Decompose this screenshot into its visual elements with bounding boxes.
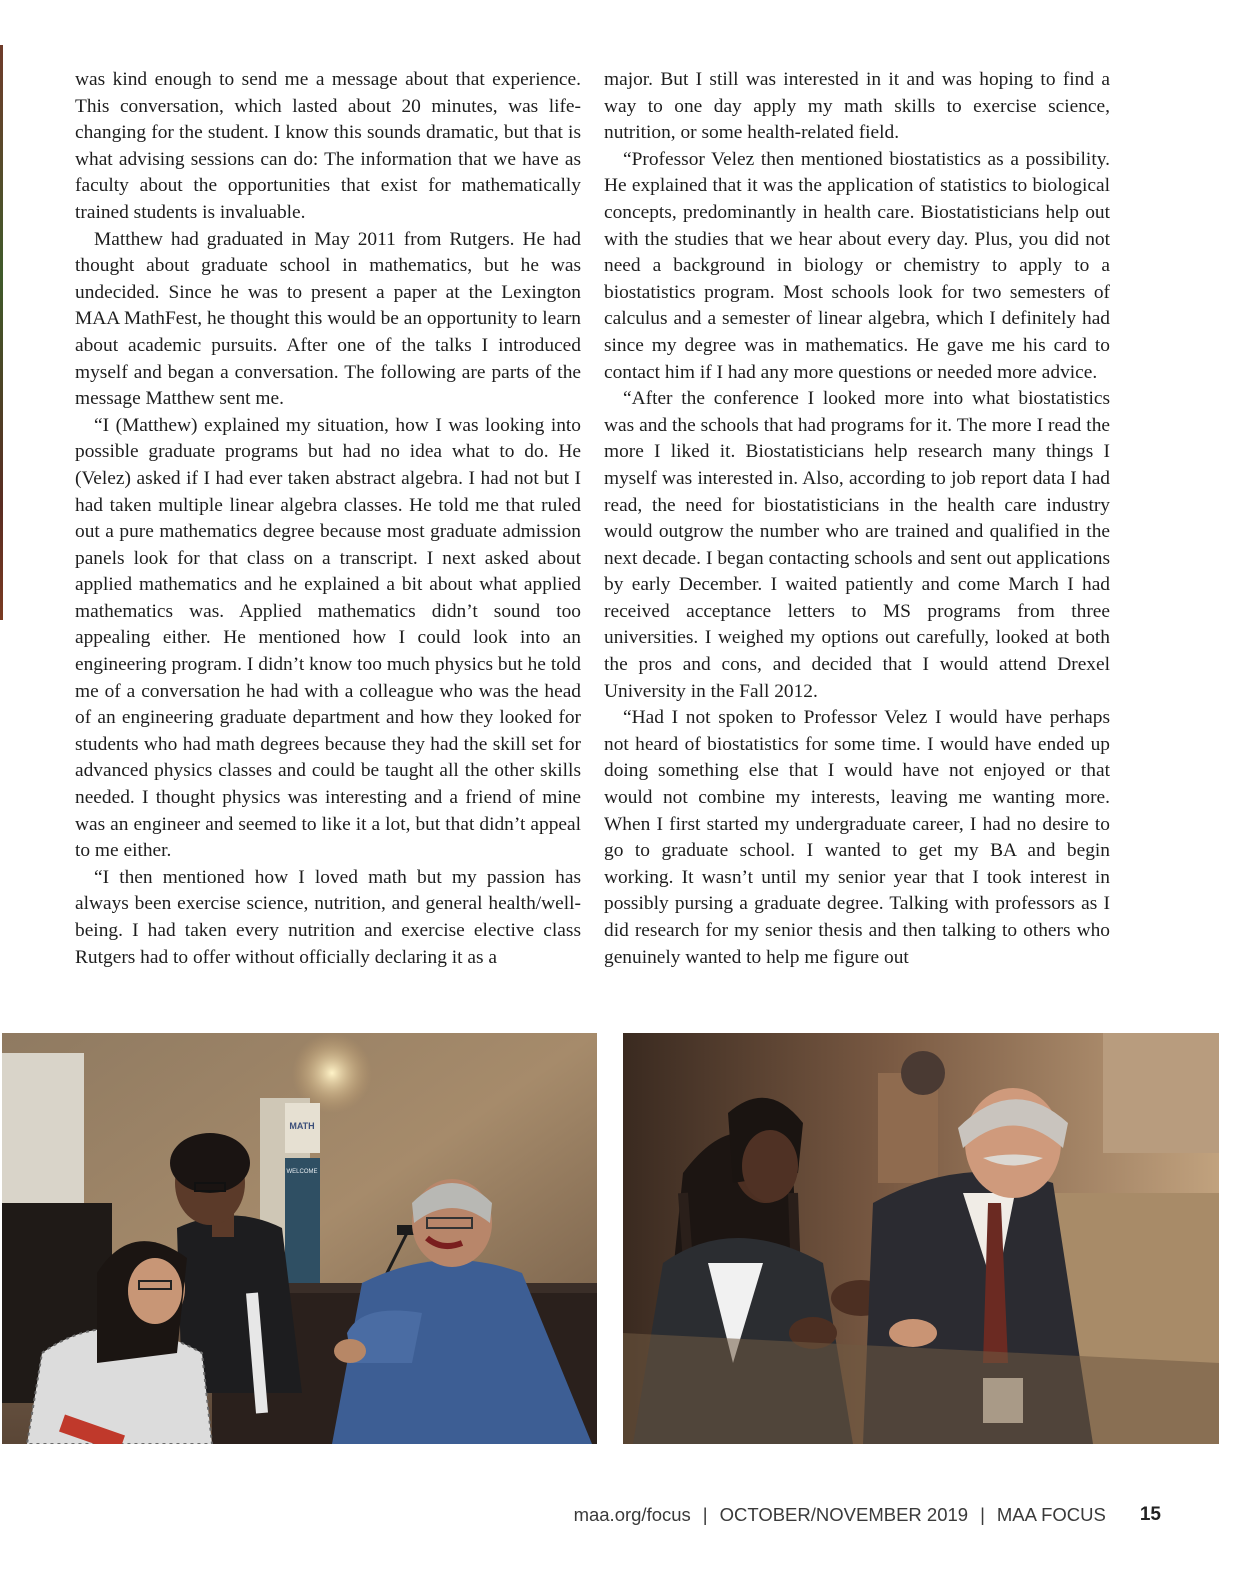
paragraph: “I then mentioned how I loved math but my passion has always been exercise science, nutrition, and general health/well-being. I had taken every nutrition and exercise elective class Rutgers had to offer without officially declaring it as a [75,866,581,968]
page-edge-strip [0,45,3,620]
photo-illustration [2,1033,597,1444]
svg-text:MATH: MATH [289,1121,315,1131]
svg-text:WELCOME: WELCOME [286,1169,318,1175]
paragraph: Matthew had graduated in May 2011 from Rutgers. He had thought about graduate school in mathematics, but he was undecided. Since he was to present a paper at the Lexington MAA MathFest, he thought this would be an opportunity to learn about academic pursuits. After one of the talks I introduced myself and began a conversation. The following are parts of the message Matthew sent me. [75,228,581,410]
paragraph: was kind enough to send me a message about that experience. This conversation, which lasted about 20 minutes, was life-changing for the student. I know this sounds dramatic, but that is what advising sessions can do: The information that we have as faculty about the opportunities that exist for mathematically trained students is invaluable. [75,69,581,223]
conference-photo-left [2,1033,597,1444]
footer-issue: OCTOBER/NOVEMBER 2019 [719,1504,969,1525]
footer-separator: | [702,1504,708,1525]
math-sign [285,1103,320,1153]
photo-illustration [623,1033,1219,1444]
footer-url: maa.org/focus [573,1504,691,1525]
article-column-right [604,67,1110,971]
conference-photo-right [623,1033,1219,1444]
footer-separator: | [980,1504,985,1525]
page-footer [574,1500,1161,1530]
paragraph: “Had I not spoken to Professor Velez I would have perhaps not heard of biostatistics for some time. I would have ended up doing something else that I would have not enjoyed or that would not combine my interests, leaving me wanting more. When I first started my undergraduate career, I had no desire to go to graduate school. I wanted to get my BA and begin working. It wasn’t until my senior year that I took interest in possibly pursing a graduate degree. Talking with professors as I did research for my senior thesis and then talking to others who genuinely wanted to help me figure out [604,707,1110,968]
paragraph: major. But I still was interested in it and was hoping to find a way to one day apply my math skills to exercise science, nutrition, or some health-related field. [604,69,1110,144]
page-number: 15 [1139,1504,1161,1525]
footer-publication: MAA FOCUS [996,1504,1106,1525]
paragraph: “I (Matthew) explained my situation, how I was looking into possible graduate programs but had no idea what to do. He (Velez) asked if I had ever taken abstract algebra. I had not but I had taken multiple linear algebra classes. He told me that ruled out a pure mathematics degree because most graduate admission panels look for that class on a transcript. I next asked about applied mathematics and he explained a bit about what applied mathematics was. Applied mathematics didn’t sound too appealing either. He mentioned how I could look into an engineering program. I didn’t know too much physics but he told me of a conversation he had with a colleague who was the head of an engineering graduate department and how they looked for students who had math degrees because they had the skill set for advanced physics classes and could be taught all the other skills needed. I thought physics was interesting and a friend of mine was an engineer and seemed to like it a lot, but that didn’t appeal to me either. [75,414,581,862]
paragraph: “After the conference I looked more into what biostatistics was and the schools that had programs for it. The more I read the more I liked it. Biostatisticians help research many things I myself was interested in. Also, according to job report data I had read, the need for biostatisticians in the health care industry would outgrow the number who are trained and qualified in the next decade. I began contacting schools and sent out applications by early December. I waited patiently and come March I had received acceptance letters to MS programs from three universities. I weighed my options out carefully, looked at both the pros and cons, and decided that I would attend Drexel University in the Fall 2012. [604,388,1110,702]
paragraph: “Professor Velez then mentioned biostatistics as a possibility. He explained that it was the application of statistics to biological concepts, predominantly in health care. Biostatisticians help out with the studies that we hear about every day. Plus, you did not need a background in biology or chemistry to apply to a biostatistics program. Most schools look for two semesters of calculus and a semester of linear algebra, which I definitely had since my degree was in mathematics. He gave me his card to contact him if I had any more questions or needed more advice. [604,148,1110,383]
article-column-left [75,67,581,971]
